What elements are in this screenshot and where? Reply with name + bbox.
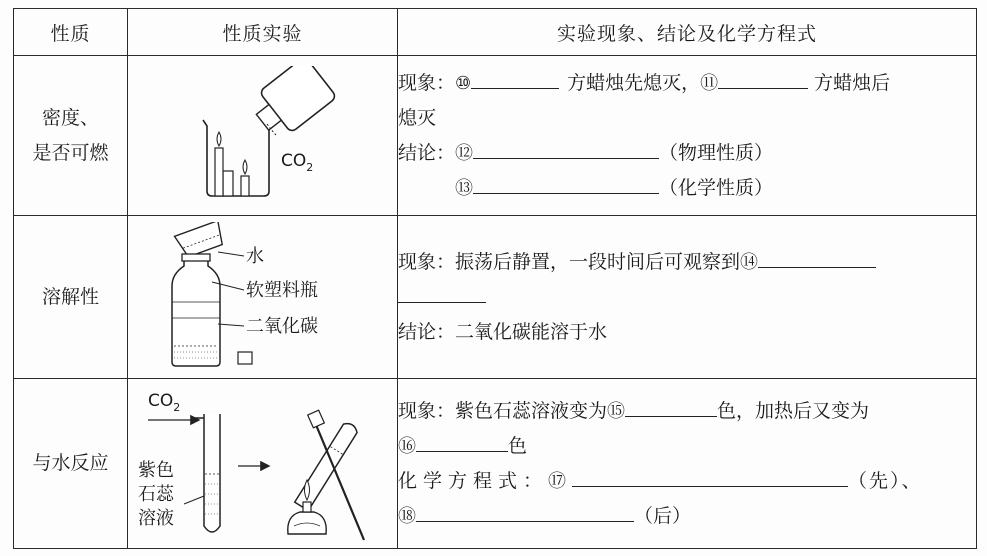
property-cell [14, 216, 128, 379]
litmus-label: 紫色 [137, 459, 174, 481]
litmus-label: 石蕊 [137, 483, 174, 505]
text-line: 现象：⑩ 方蜡烛先熄灭，⑪ 方蜡烛后 [398, 66, 976, 101]
property-label: 密度、 [41, 106, 99, 129]
experiment-figure-cell [128, 216, 398, 379]
answer-blank[interactable] [473, 138, 659, 159]
experiment-figure-cell [128, 379, 398, 549]
property-cell [14, 56, 128, 216]
water-label: 水 [245, 246, 264, 267]
table-header-row [14, 9, 977, 56]
test-tube-icon [204, 414, 220, 532]
property-label: 与水反应 [32, 452, 109, 474]
text-line: ⑱ （后） [398, 499, 976, 534]
result-cell [398, 379, 977, 549]
answer-blank[interactable] [398, 282, 486, 303]
property-label: 溶解性 [41, 285, 99, 308]
answer-blank[interactable] [471, 68, 559, 89]
soft-bottle-diagram [148, 222, 378, 372]
text-line [398, 280, 976, 315]
property-label: 是否可燃 [32, 141, 109, 164]
experiment-figure-cell [128, 56, 398, 216]
co2-label: 二氧化碳 [245, 316, 318, 337]
result-cell [398, 56, 977, 216]
flame-icon [243, 160, 247, 174]
text-line: ⑯ 色 [398, 429, 976, 464]
answer-blank[interactable] [572, 466, 848, 487]
candle-beaker-diagram [163, 66, 363, 206]
property-cell [14, 379, 128, 549]
header-result: 实验现象、结论及化学方程式 [398, 9, 977, 56]
co2-label: $CO_2$ [147, 390, 180, 414]
text-line: 现象：振荡后静置，一段时间后可观察到⑭ [398, 245, 976, 280]
answer-blank[interactable] [416, 501, 634, 522]
candle-short-icon [241, 176, 249, 196]
text-line: 化学方程式：⑰ （先）、 [398, 464, 976, 499]
co2-label: $CO_2$ [280, 150, 313, 174]
text-line: 熄灭 [398, 106, 437, 129]
answer-blank[interactable] [758, 247, 876, 268]
litmus-label: 溶液 [137, 507, 174, 529]
answer-blank[interactable] [416, 431, 508, 452]
flame-icon [304, 480, 309, 500]
litmus-test-tube-diagram [138, 384, 388, 544]
gas-bottle-icon [246, 66, 336, 143]
text-line: 结论：⑫ （物理性质） [398, 136, 976, 171]
answer-blank[interactable] [718, 68, 808, 89]
table-row [14, 56, 977, 216]
bottle-cap-icon [238, 352, 252, 364]
beaker-icon [203, 120, 269, 196]
answer-blank[interactable] [473, 173, 659, 194]
header-experiment: 性质实验 [128, 9, 398, 56]
properties-table [13, 8, 977, 549]
text-line: 结论：二氧化碳能溶于水 [398, 320, 608, 343]
plastic-bottle-icon [172, 260, 220, 366]
table-row [14, 216, 977, 379]
text-line: ⑬ （化学性质） [398, 171, 976, 206]
flame-icon [217, 132, 221, 146]
heated-test-tube-icon [294, 420, 358, 510]
table-row [14, 379, 977, 549]
text-line: 现象：紫色石蕊溶液变为⑮ 色，加热后又变为 [398, 394, 976, 429]
answer-blank[interactable] [625, 396, 717, 417]
candle-tall-icon [215, 148, 223, 196]
result-cell [398, 216, 977, 379]
step-icon [223, 171, 233, 196]
header-property: 性质 [14, 9, 128, 56]
bottle-label: 软塑料瓶 [245, 280, 318, 301]
